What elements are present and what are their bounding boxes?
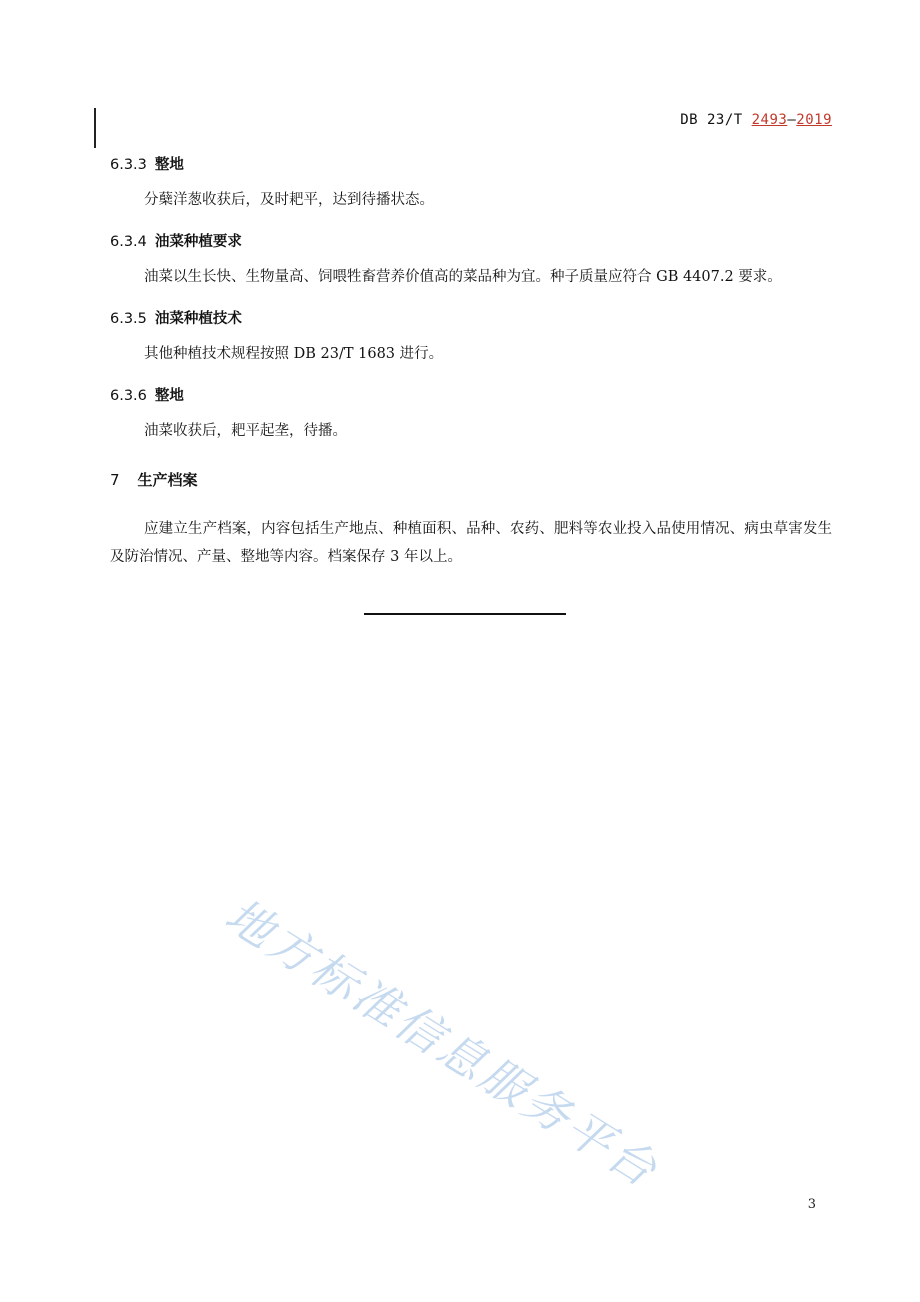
- section-6-3-3-heading: [110, 153, 184, 174]
- chapter-number: 7: [110, 471, 120, 489]
- section-6-3-6-heading: [110, 384, 184, 405]
- page-number: 3: [807, 1197, 816, 1212]
- section-title: 油菜种植技术: [154, 311, 242, 327]
- chapter-7-body: 应建立生产档案，内容包括生产地点、种植面积、品种、农药、肥料等农业投入品使用情况、病虫草害发生及防治情况、产量、整地等内容。档案保存 3 年以上。: [110, 521, 832, 565]
- section-6-3-4-body: 油菜以生长快、生物量高、饲喂牲畜营养价值高的菜品种为宜。种子质量应符合 GB 4407.2 要求。: [144, 269, 782, 285]
- document-code: [680, 112, 832, 128]
- section-title: 整地: [154, 388, 184, 404]
- section-6-3-4-heading: [110, 230, 242, 251]
- section-number: 6.3.4: [110, 234, 147, 250]
- code-separator: —: [787, 112, 797, 128]
- code-prefix: DB 23/T: [680, 112, 752, 128]
- chapter-title: 生产档案: [137, 471, 198, 489]
- margin-bar: [94, 108, 96, 148]
- code-number: 2493: [751, 112, 788, 128]
- section-title: 油菜种植要求: [154, 234, 242, 250]
- section-number: 6.3.5: [110, 311, 147, 327]
- watermark: 地方标准信息服务平台: [216, 887, 669, 1199]
- section-6-3-3-body: 分蘖洋葱收获后，及时耙平，达到待播状态。: [144, 192, 434, 208]
- section-number: 6.3.6: [110, 388, 147, 404]
- code-year: 2019: [796, 112, 832, 128]
- section-6-3-5-body: 其他种植技术规程按照 DB 23/T 1683 进行。: [144, 346, 444, 362]
- section-6-3-6-body: 油菜收获后，耙平起垄，待播。: [144, 423, 347, 439]
- end-rule: [364, 613, 566, 615]
- section-title: 整地: [154, 157, 184, 173]
- section-6-3-5-heading: [110, 307, 242, 328]
- section-number: 6.3.3: [110, 157, 147, 173]
- chapter-7-heading: [110, 469, 198, 490]
